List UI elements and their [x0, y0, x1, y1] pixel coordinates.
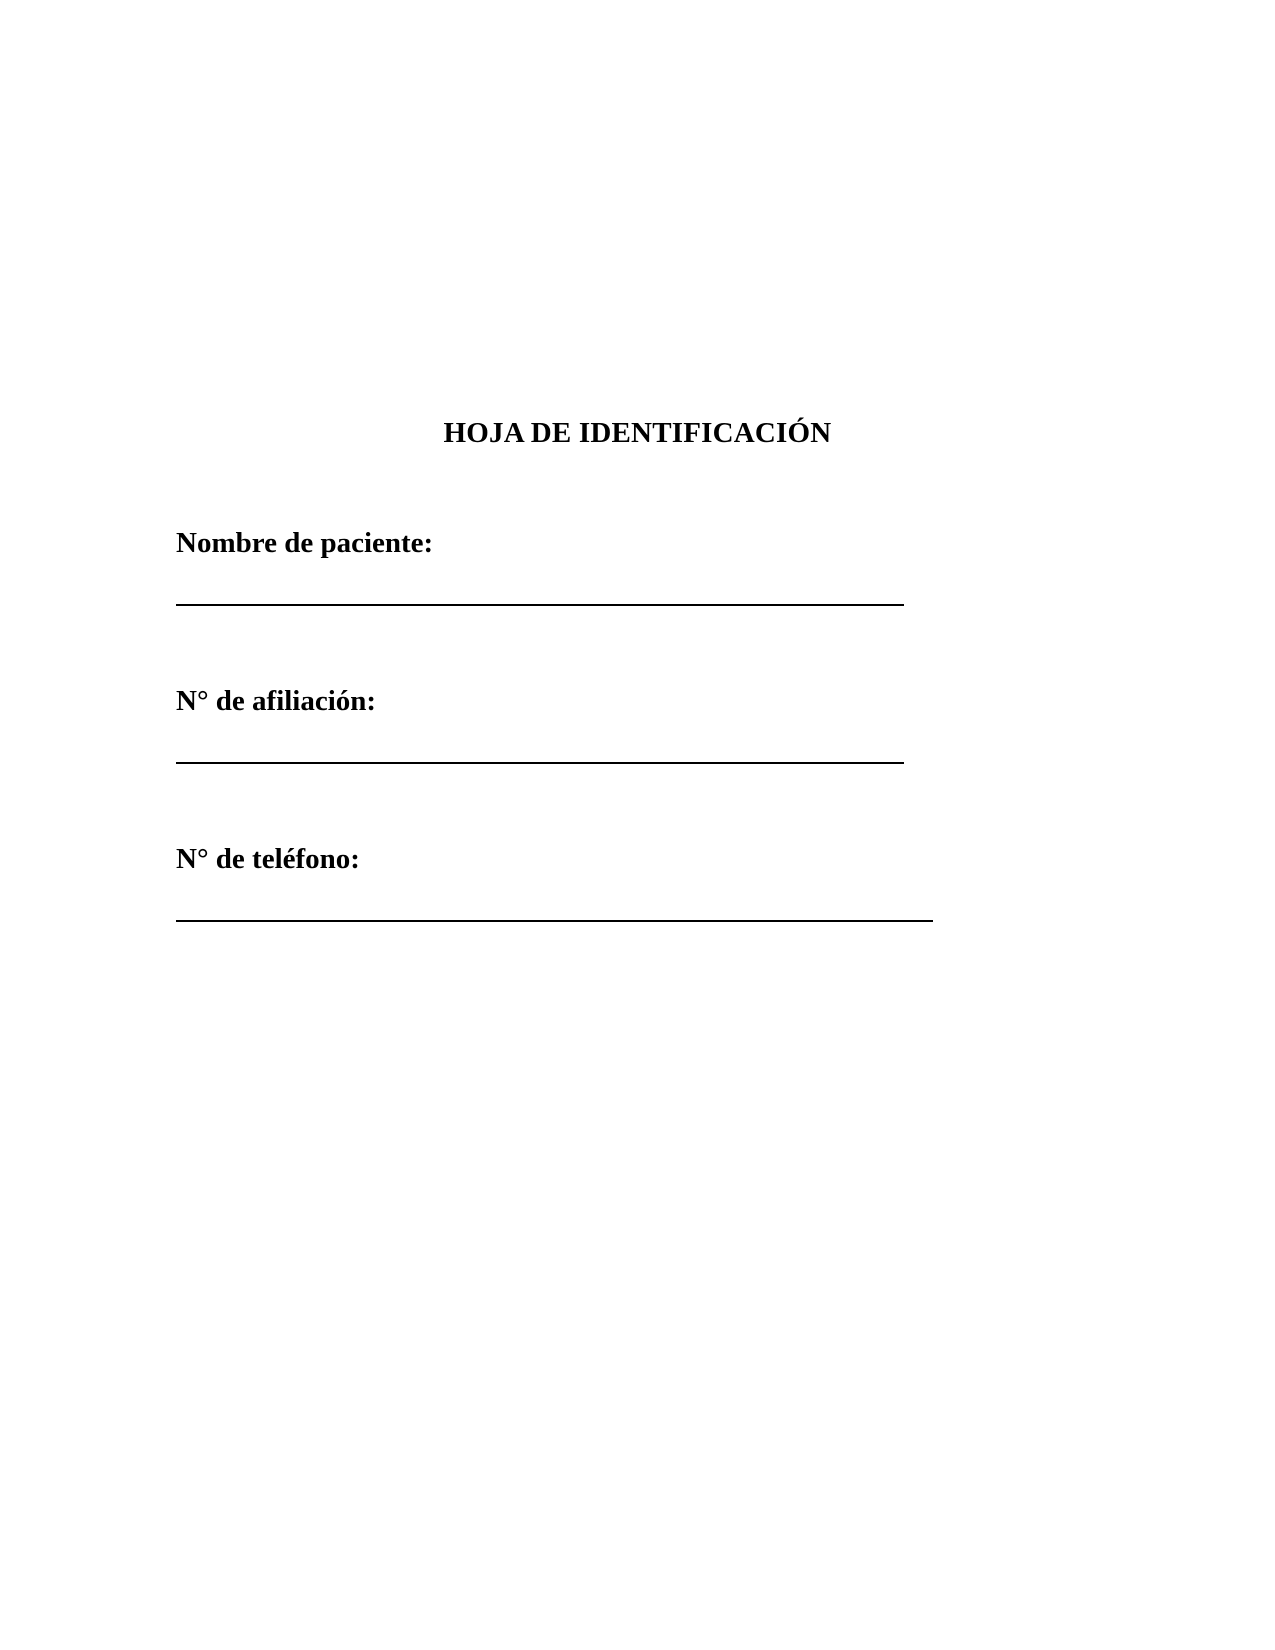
affiliation-number-label: N° de afiliación: [176, 685, 377, 717]
phone-number-blank-line [176, 920, 933, 922]
patient-name-label: Nombre de paciente: [176, 527, 434, 559]
phone-number-label: N° de teléfono: [176, 843, 360, 875]
affiliation-number-blank-line [176, 762, 904, 764]
page-title: HOJA DE IDENTIFICACIÓN [443, 417, 832, 449]
patient-name-blank-line [176, 604, 904, 606]
